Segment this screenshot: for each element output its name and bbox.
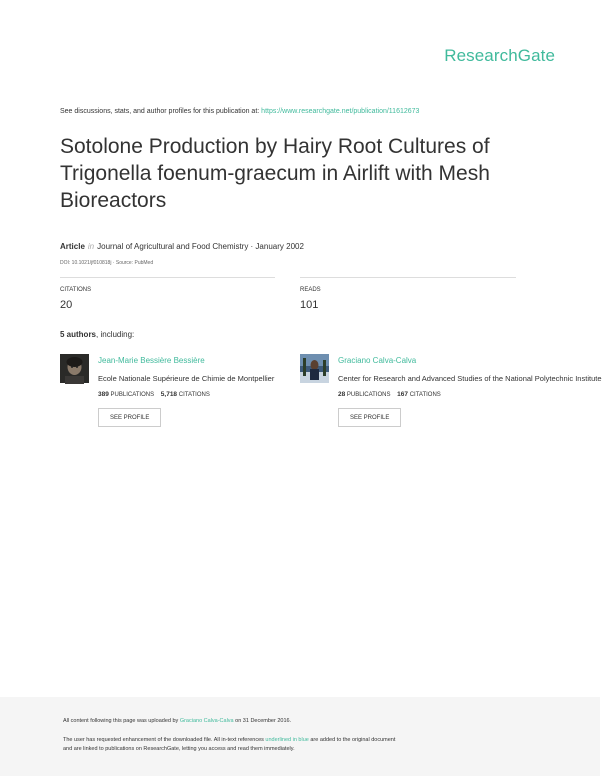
divider-reads (300, 277, 516, 278)
authors-suffix: , including: (96, 330, 135, 339)
publication-meta (60, 242, 304, 251)
author-citations-count: 167 (397, 391, 409, 398)
upload-note-pre: All content following this page was uploaded by (63, 718, 180, 724)
publications-count: 28 (338, 391, 346, 398)
see-profile-button[interactable]: SEE PROFILE (98, 408, 161, 427)
publications-label: PUBLICATIONS (110, 392, 155, 398)
journal-date: Journal of Agricultural and Food Chemistry · January 2002 (97, 242, 304, 251)
author-name-link[interactable]: Graciano Calva-Calva (338, 356, 417, 365)
meta-in-word: in (87, 242, 95, 251)
avatar[interactable] (60, 354, 89, 383)
publications-label: PUBLICATIONS (346, 392, 391, 398)
see-profile-button[interactable]: SEE PROFILE (338, 408, 401, 427)
uploader-link[interactable]: Graciano Calva-Calva (179, 718, 234, 724)
researchgate-logo[interactable]: ResearchGate (444, 46, 555, 65)
publications-count: 389 (98, 391, 109, 398)
footer (0, 697, 600, 776)
author-stats (338, 391, 441, 398)
author-stats (98, 391, 210, 398)
author-citations-label: CITATIONS (409, 392, 441, 398)
authors-heading (60, 330, 134, 339)
author-name-link[interactable]: Jean-Marie Bessière Bessière (98, 356, 205, 365)
author-institution: Center for Research and Advanced Studies of the National Polytechnic Institute (338, 374, 602, 383)
publication-url-link[interactable]: https://www.researchgate.net/publication/11612673 (261, 108, 420, 115)
reads-label: READS (300, 287, 321, 293)
authors-count: 5 authors (60, 330, 97, 339)
avatar[interactable] (300, 354, 329, 383)
discussion-line (60, 108, 419, 115)
upload-note (63, 718, 291, 724)
enhancement-note-pre: The user has requested enhancement of the downloaded file. All in-text references (63, 737, 266, 743)
underlined-blue-link[interactable]: underlined in blue (265, 737, 309, 743)
citations-value: 20 (60, 299, 73, 311)
enhancement-note (63, 737, 395, 743)
publication-type: Article (60, 242, 85, 251)
doi-source: DOI: 10.1021/jf010818j · Source: PubMed (60, 260, 154, 266)
author-institution: Ecole Nationale Supérieure de Chimie de Montpellier (98, 374, 275, 383)
enhancement-note-post: are added to the original document (308, 737, 396, 743)
linked-note: and are linked to publications on ResearchGate, letting you access and read them immediately. (63, 746, 295, 752)
author-citations-count: 5,718 (160, 391, 178, 398)
upload-note-post: on 31 December 2016. (233, 718, 292, 724)
discussion-text: See discussions, stats, and author profiles for this publication at: (60, 108, 262, 115)
citations-label: CITATIONS (60, 287, 92, 293)
divider-citations (60, 277, 275, 278)
publication-title: Sotolone Production by Hairy Root Cultures of Trigonella foenum-graecum in Airlift with Mesh Bioreactors (60, 135, 490, 212)
reads-value: 101 (300, 299, 319, 311)
author-citations-label: CITATIONS (178, 392, 210, 398)
